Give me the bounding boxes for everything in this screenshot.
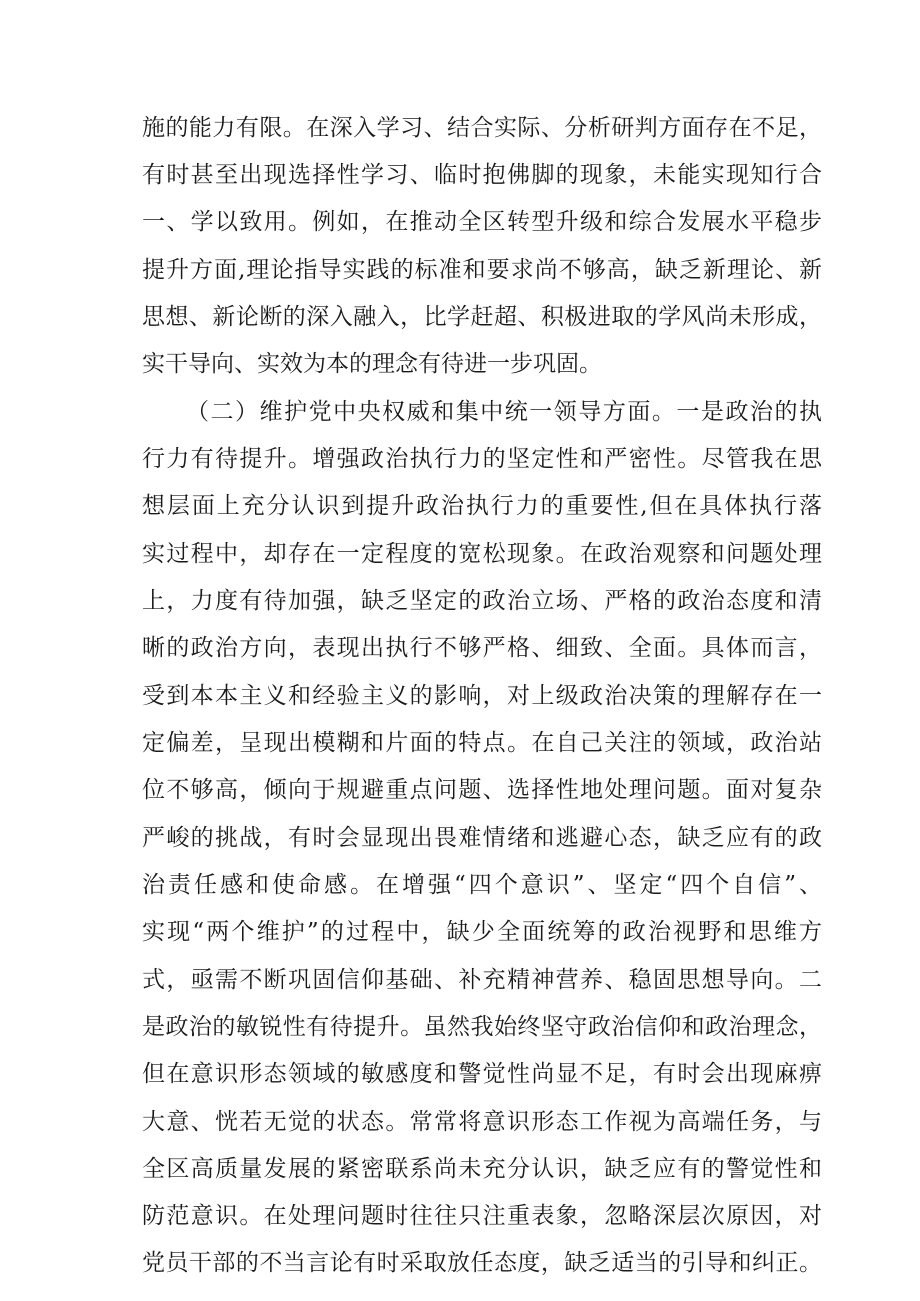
text-line: 大意、恍若无觉的状态。常常将意识形态工作视为高端任务，与 [142, 1109, 822, 1135]
text-line: 晰的政治方向，表现出执行不够严格、细致、全面。具体而言， [142, 635, 822, 661]
text-line: 施的能力有限。在深入学习、结合实际、分析研判方面存在不足， [142, 115, 822, 141]
text-line: 严峻的挑战，有时会显现出畏难情绪和逃避心态，缺乏应有的政 [142, 825, 822, 851]
text-line: 受到本本主义和经验主义的影响，对上级政治决策的理解存在一 [142, 683, 822, 709]
text-line: （二）维护党中央权威和集中统一领导方面。一是政治的执 [186, 399, 822, 425]
text-line: 是政治的敏锐性有待提升。虽然我始终坚守政治信仰和政治理念， [142, 1014, 822, 1040]
text-line: 上，力度有待加强，缺乏坚定的政治立场、严格的政治态度和清 [142, 588, 822, 614]
text-line: 式，亟需不断巩固信仰基础、补充精神营养、稳固思想导向。二 [142, 967, 822, 993]
text-line: 但在意识形态领域的敏感度和警觉性尚显不足，有时会出现麻痹 [142, 1061, 822, 1087]
text-line: 党员干部的不当言论有时采取放任态度，缺乏适当的引导和纠正。 [142, 1250, 822, 1276]
text-line: 一、学以致用。例如，在推动全区转型升级和综合发展水平稳步 [142, 209, 822, 235]
text-line: 防范意识。在处理问题时往往只注重表象，忽略深层次原因，对 [142, 1203, 822, 1229]
text-line: 实干导向、实效为本的理念有待进一步巩固。 [142, 351, 602, 377]
text-line: 实过程中，却存在一定程度的宽松现象。在政治观察和问题处理 [142, 541, 822, 567]
text-line: 想层面上充分认识到提升政治执行力的重要性,但在具体执行落 [142, 493, 822, 519]
text-line: 定偏差，呈现出模糊和片面的特点。在自己关注的领域，政治站 [142, 730, 822, 756]
text-line: 思想、新论断的深入融入，比学赶超、积极进取的学风尚未形成， [142, 304, 822, 330]
text-line: 实现“两个维护”的过程中，缺少全面统筹的政治视野和思维方 [142, 919, 822, 945]
text-line: 治责任感和使命感。在增强“四个意识”、坚定“四个自信”、 [142, 872, 822, 898]
text-line: 行力有待提升。增强政治执行力的坚定性和严密性。尽管我在思 [142, 446, 822, 472]
text-line: 位不够高，倾向于规避重点问题、选择性地处理问题。面对复杂 [142, 777, 822, 803]
text-line: 有时甚至出现选择性学习、临时抱佛脚的现象，未能实现知行合 [142, 162, 822, 188]
text-line: 提升方面,理论指导实践的标准和要求尚不够高，缺乏新理论、新 [142, 257, 822, 283]
text-line: 全区高质量发展的紧密联系尚未充分认识，缺乏应有的警觉性和 [142, 1156, 822, 1182]
